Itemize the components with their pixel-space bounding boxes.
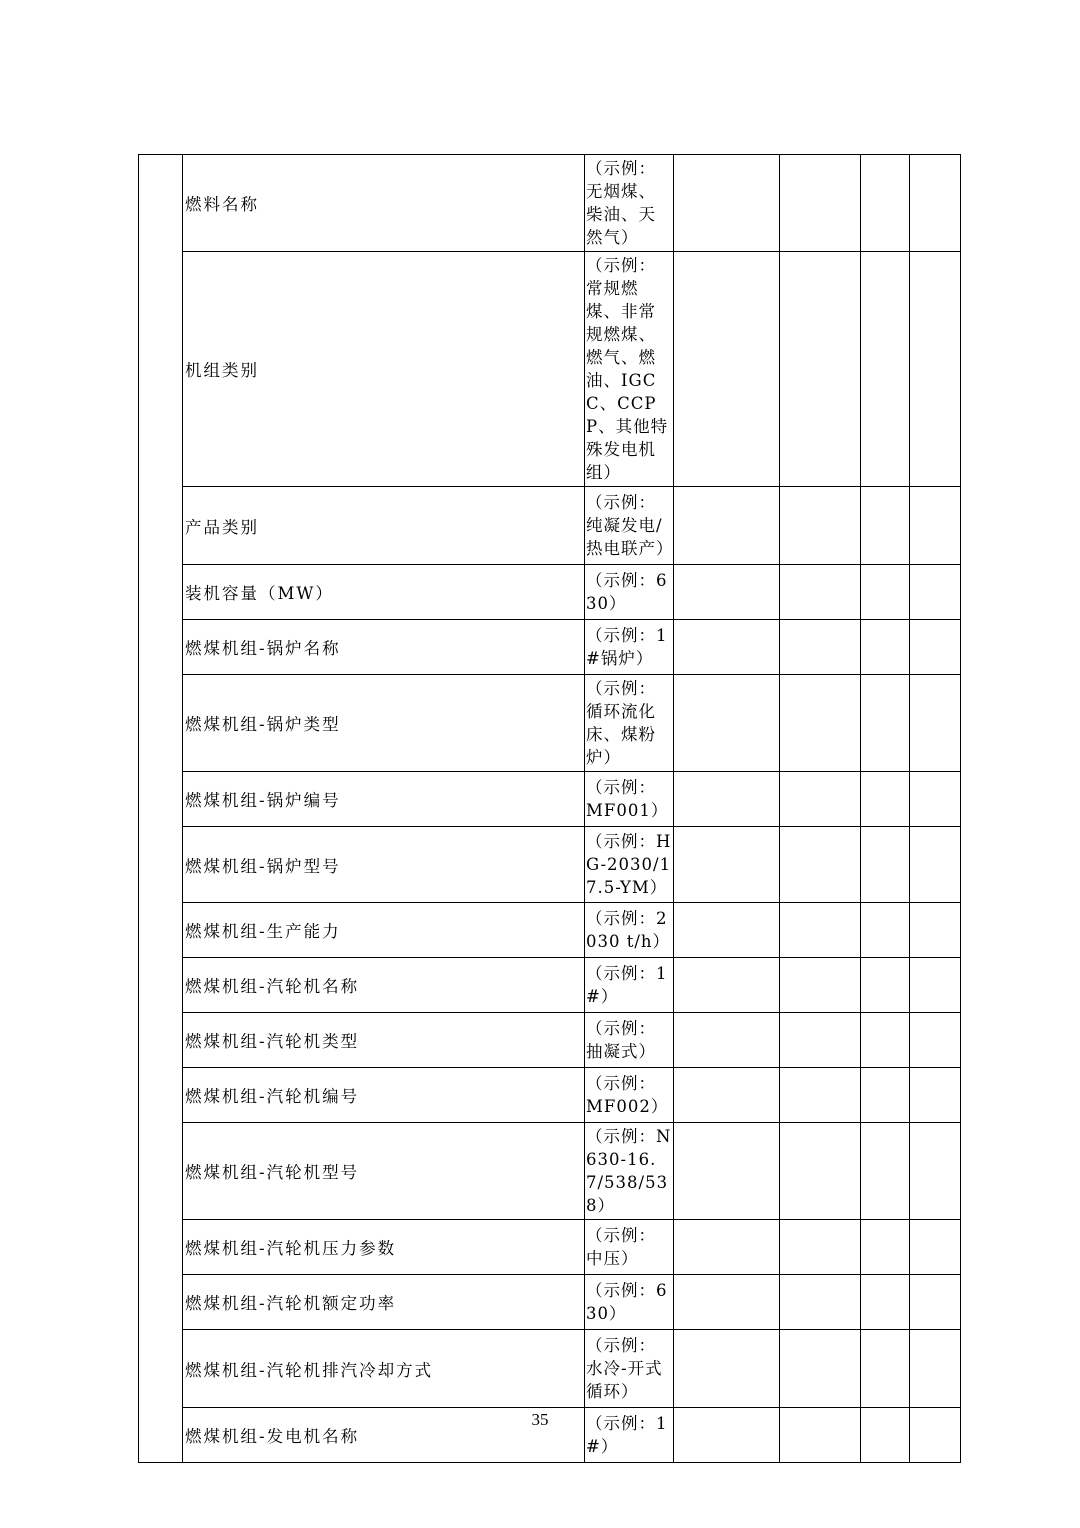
empty-entry-cell-2[interactable] — [780, 1330, 861, 1408]
table-row — [139, 1330, 961, 1408]
example-cell: （示例：2030 t/h） — [585, 903, 674, 958]
example-cell: （示例：常规燃煤、非常规燃煤、燃气、燃油、IGCC、CCPP、其他特殊发电机组） — [585, 252, 674, 487]
example-cell: （示例：纯凝发电/热电联产） — [585, 487, 674, 565]
empty-entry-cell-4[interactable] — [910, 1068, 961, 1123]
item-name-cell: 燃煤机组-汽轮机排汽冷却方式 — [183, 1330, 585, 1408]
empty-entry-cell-4[interactable] — [910, 675, 961, 772]
empty-entry-cell-1[interactable] — [674, 565, 780, 620]
empty-entry-cell-3[interactable] — [861, 1220, 910, 1275]
empty-entry-cell-4[interactable] — [910, 827, 961, 903]
empty-entry-cell-3[interactable] — [861, 1330, 910, 1408]
empty-entry-cell-2[interactable] — [780, 1068, 861, 1123]
empty-entry-cell-2[interactable] — [780, 1123, 861, 1220]
empty-entry-cell-3[interactable] — [861, 827, 910, 903]
empty-entry-cell-1[interactable] — [674, 827, 780, 903]
empty-entry-cell-2[interactable] — [780, 772, 861, 827]
empty-entry-cell-2[interactable] — [780, 252, 861, 487]
empty-entry-cell-3[interactable] — [861, 1068, 910, 1123]
empty-entry-cell-2[interactable] — [780, 487, 861, 565]
example-cell: （示例：抽凝式） — [585, 1013, 674, 1068]
empty-entry-cell-3[interactable] — [861, 487, 910, 565]
item-name-cell: 燃煤机组-锅炉名称 — [183, 620, 585, 675]
empty-entry-cell-2[interactable] — [780, 1220, 861, 1275]
empty-entry-cell-1[interactable] — [674, 620, 780, 675]
item-name-cell: 燃煤机组-汽轮机额定功率 — [183, 1275, 585, 1330]
item-name-cell: 燃料名称 — [183, 155, 585, 252]
example-cell: （示例：1#） — [585, 1408, 674, 1463]
empty-entry-cell-4[interactable] — [910, 958, 961, 1013]
item-name-cell: 燃煤机组-汽轮机类型 — [183, 1013, 585, 1068]
empty-entry-cell-3[interactable] — [861, 903, 910, 958]
item-name-cell: 燃煤机组-汽轮机编号 — [183, 1068, 585, 1123]
empty-entry-cell-3[interactable] — [861, 772, 910, 827]
example-cell: （示例：630） — [585, 565, 674, 620]
empty-entry-cell-1[interactable] — [674, 1013, 780, 1068]
empty-entry-cell-4[interactable] — [910, 155, 961, 252]
empty-entry-cell-3[interactable] — [861, 1123, 910, 1220]
item-name-cell: 产品类别 — [183, 487, 585, 565]
empty-entry-cell-3[interactable] — [861, 958, 910, 1013]
page-number: 35 — [531, 1410, 549, 1429]
empty-entry-cell-3[interactable] — [861, 620, 910, 675]
item-name-cell: 燃煤机组-汽轮机名称 — [183, 958, 585, 1013]
empty-entry-cell-3[interactable] — [861, 675, 910, 772]
empty-entry-cell-4[interactable] — [910, 1275, 961, 1330]
table-row — [139, 958, 961, 1013]
empty-entry-cell-1[interactable] — [674, 1068, 780, 1123]
empty-entry-cell-4[interactable] — [910, 1220, 961, 1275]
empty-entry-cell-3[interactable] — [861, 565, 910, 620]
empty-entry-cell-4[interactable] — [910, 1013, 961, 1068]
example-cell: （示例：循环流化床、煤粉炉） — [585, 675, 674, 772]
table-row — [139, 620, 961, 675]
table-row — [139, 487, 961, 565]
empty-entry-cell-4[interactable] — [910, 1123, 961, 1220]
empty-entry-cell-2[interactable] — [780, 903, 861, 958]
item-name-cell: 机组类别 — [183, 252, 585, 487]
table-row — [139, 155, 961, 252]
item-name-cell: 燃煤机组-锅炉编号 — [183, 772, 585, 827]
empty-entry-cell-1[interactable] — [674, 958, 780, 1013]
example-cell: （示例：N630-16.7/538/538） — [585, 1123, 674, 1220]
empty-entry-cell-4[interactable] — [910, 487, 961, 565]
example-cell: （示例：HG-2030/17.5-YM） — [585, 827, 674, 903]
example-cell: （示例：无烟煤、柴油、天然气） — [585, 155, 674, 252]
item-name-cell: 燃煤机组-锅炉类型 — [183, 675, 585, 772]
empty-entry-cell-1[interactable] — [674, 1330, 780, 1408]
empty-entry-cell-1[interactable] — [674, 252, 780, 487]
table-row — [139, 675, 961, 772]
example-cell: （示例：630） — [585, 1275, 674, 1330]
table-row — [139, 1123, 961, 1220]
empty-entry-cell-2[interactable] — [780, 565, 861, 620]
empty-entry-cell-4[interactable] — [910, 1330, 961, 1408]
empty-entry-cell-2[interactable] — [780, 675, 861, 772]
item-name-cell: 燃煤机组-汽轮机型号 — [183, 1123, 585, 1220]
item-name-cell: 燃煤机组-汽轮机压力参数 — [183, 1220, 585, 1275]
empty-entry-cell-3[interactable] — [861, 252, 910, 487]
empty-entry-cell-1[interactable] — [674, 155, 780, 252]
example-cell: （示例：MF001） — [585, 772, 674, 827]
table-row — [139, 1220, 961, 1275]
table-row — [139, 1275, 961, 1330]
empty-entry-cell-1[interactable] — [674, 1275, 780, 1330]
empty-entry-cell-4[interactable] — [910, 903, 961, 958]
table-row — [139, 252, 961, 487]
empty-entry-cell-1[interactable] — [674, 675, 780, 772]
empty-entry-cell-1[interactable] — [674, 903, 780, 958]
example-cell: （示例：MF002） — [585, 1068, 674, 1123]
table-row — [139, 565, 961, 620]
empty-entry-cell-4[interactable] — [910, 565, 961, 620]
empty-entry-cell-4[interactable] — [910, 620, 961, 675]
empty-entry-cell-1[interactable] — [674, 1220, 780, 1275]
table-row — [139, 772, 961, 827]
empty-entry-cell-1[interactable] — [674, 1123, 780, 1220]
table-row — [139, 1013, 961, 1068]
item-name-cell: 燃煤机组-发电机名称 — [183, 1408, 585, 1463]
empty-entry-cell-2[interactable] — [780, 958, 861, 1013]
empty-entry-cell-3[interactable] — [861, 1013, 910, 1068]
empty-entry-cell-3[interactable] — [861, 155, 910, 252]
empty-entry-cell-2[interactable] — [780, 155, 861, 252]
empty-entry-cell-4[interactable] — [910, 252, 961, 487]
table-row — [139, 1068, 961, 1123]
empty-entry-cell-3[interactable] — [861, 1275, 910, 1330]
empty-entry-cell-1[interactable] — [674, 772, 780, 827]
example-cell: （示例：1#） — [585, 958, 674, 1013]
item-name-cell: 装机容量（MW） — [183, 565, 585, 620]
merged-category-cell — [139, 155, 183, 1463]
empty-entry-cell-2[interactable] — [780, 1013, 861, 1068]
example-cell: （示例：中压） — [585, 1220, 674, 1275]
empty-entry-cell-2[interactable] — [780, 1275, 861, 1330]
empty-entry-cell-2[interactable] — [780, 827, 861, 903]
item-name-cell: 燃煤机组-锅炉型号 — [183, 827, 585, 903]
empty-entry-cell-1[interactable] — [674, 487, 780, 565]
example-cell: （示例：1#锅炉） — [585, 620, 674, 675]
table-row — [139, 903, 961, 958]
item-name-cell: 燃煤机组-生产能力 — [183, 903, 585, 958]
example-cell: （示例：水冷-开式循环） — [585, 1330, 674, 1408]
empty-entry-cell-4[interactable] — [910, 772, 961, 827]
empty-entry-cell-2[interactable] — [780, 620, 861, 675]
unit-info-table — [138, 154, 961, 1463]
table-row — [139, 827, 961, 903]
